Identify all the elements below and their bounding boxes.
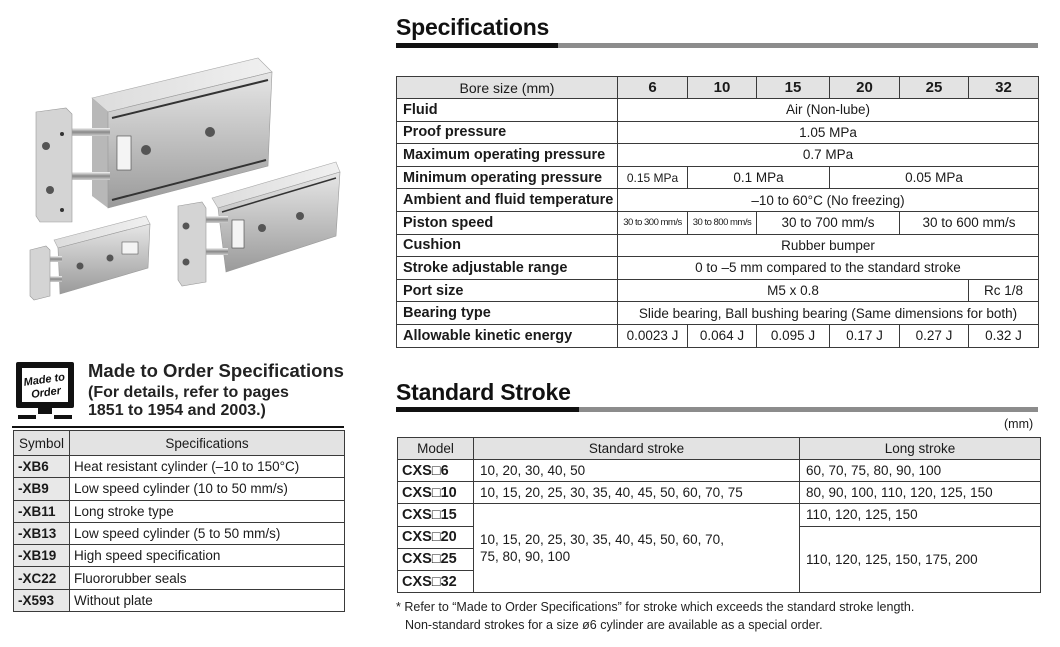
unit-label: (mm): [1004, 417, 1034, 431]
mto-spec: Low speed cylinder (5 to 50 mm/s): [70, 522, 345, 544]
spec-value: 0 to –5 mm compared to the standard stroke: [618, 257, 1039, 280]
spec-value: 0.0023 J: [618, 324, 688, 347]
spec-row-kinetic-energy: [397, 324, 1039, 347]
cylinder-illustration-icon: [0, 0, 380, 335]
standard-stroke-cell: 10, 20, 30, 40, 50: [474, 460, 800, 482]
spec-value: 1.05 MPa: [618, 121, 1039, 144]
mto-symbol: -XB6: [14, 456, 70, 478]
specifications-table: [396, 76, 1039, 348]
stroke-row: [398, 482, 1041, 504]
spec-value: 30 to 700 mm/s: [757, 211, 900, 234]
subtitle-line: (For details, refer to pages: [88, 384, 289, 401]
bore-25: 25: [900, 77, 969, 99]
product-photo: [0, 0, 380, 335]
specifications-title: Specifications: [396, 14, 550, 40]
mto-symbol: -XB9: [14, 478, 70, 500]
subtitle-line: 1851 to 1954 and 2003.): [88, 401, 266, 419]
model-cell: CXS□6: [398, 460, 474, 482]
standard-stroke-title: Standard Stroke: [396, 379, 571, 405]
spec-row-temperature: [397, 189, 1039, 212]
mto-row: [14, 545, 345, 567]
spec-row-port-size: [397, 279, 1039, 302]
spec-row-min-pressure: [397, 166, 1039, 189]
standard-stroke-rule: [396, 407, 1038, 412]
mto-symbol: -XB11: [14, 500, 70, 522]
spec-header-row: [397, 77, 1039, 99]
specifications-header: Specifications: [70, 431, 345, 456]
spec-value: 30 to 300 mm/s: [618, 211, 688, 234]
long-stroke-header: Long stroke: [800, 438, 1041, 460]
rule-accent: [396, 407, 579, 412]
stroke-row: [398, 504, 1041, 526]
spec-label: Stroke adjustable range: [397, 257, 618, 280]
mto-spec: Fluororubber seals: [70, 567, 345, 589]
bore-20: 20: [830, 77, 900, 99]
spec-label: Cushion: [397, 234, 618, 257]
long-stroke-cell: 110, 120, 125, 150, 175, 200: [800, 526, 1041, 593]
made-to-order-rule: [12, 426, 344, 428]
mto-symbol: -XB19: [14, 545, 70, 567]
made-to-order-icon: [14, 360, 76, 422]
standard-stroke-cell: 10, 15, 20, 25, 30, 35, 40, 45, 50, 60, 70, 75, 80, 90, 100: [474, 504, 800, 593]
mto-symbol: -XB13: [14, 522, 70, 544]
spec-value: 0.064 J: [688, 324, 757, 347]
mto-row: [14, 522, 345, 544]
bore-size-header: Bore size (mm): [397, 77, 618, 99]
spec-value: 0.27 J: [900, 324, 969, 347]
mto-row: [14, 456, 345, 478]
spec-label: Ambient and fluid temperature: [397, 189, 618, 212]
mto-spec: Heat resistant cylinder (–10 to 150°C): [70, 456, 345, 478]
model-header: Model: [398, 438, 474, 460]
mto-icon-line2: Order: [30, 384, 62, 401]
bore-10: 10: [688, 77, 757, 99]
stroke-note-2: Non-standard strokes for a size ø6 cylinder are available as a special order.: [405, 618, 823, 632]
spec-value: 30 to 800 mm/s: [688, 211, 757, 234]
spec-value: 0.7 MPa: [618, 144, 1039, 167]
spec-label: Maximum operating pressure: [397, 144, 618, 167]
spec-value: Air (Non-lube): [618, 99, 1039, 122]
mto-row: [14, 567, 345, 589]
stroke-row: [398, 460, 1041, 482]
spec-row-proof-pressure: [397, 121, 1039, 144]
made-to-order-title: Made to Order Specifications: [88, 360, 344, 381]
rule-accent: [396, 43, 558, 48]
spec-label: Proof pressure: [397, 121, 618, 144]
spec-value: Rubber bumper: [618, 234, 1039, 257]
mto-row: [14, 500, 345, 522]
standard-stroke-header: Standard stroke: [474, 438, 800, 460]
made-to-order-table: [13, 430, 345, 612]
spec-label: Minimum operating pressure: [397, 166, 618, 189]
mto-spec: Long stroke type: [70, 500, 345, 522]
spec-value: 0.15 MPa: [618, 166, 688, 189]
spec-value: 0.05 MPa: [830, 166, 1039, 189]
spec-row-stroke-range: [397, 257, 1039, 280]
spec-row-piston-speed: [397, 211, 1039, 234]
spec-value: 0.1 MPa: [688, 166, 830, 189]
model-cell: CXS□32: [398, 570, 474, 592]
model-cell: CXS□25: [398, 548, 474, 570]
spec-label: Allowable kinetic energy: [397, 324, 618, 347]
mto-spec: Without plate: [70, 589, 345, 611]
spec-value: 0.17 J: [830, 324, 900, 347]
bore-32: 32: [969, 77, 1039, 99]
spec-value: Slide bearing, Ball bushing bearing (Same dimensions for both): [618, 302, 1039, 325]
mto-row: [14, 478, 345, 500]
spec-value: –10 to 60°C (No freezing): [618, 189, 1039, 212]
long-stroke-cell: 110, 120, 125, 150: [800, 504, 1041, 526]
long-stroke-cell: 60, 70, 75, 80, 90, 100: [800, 460, 1041, 482]
spec-value: 0.32 J: [969, 324, 1039, 347]
spec-value: 0.095 J: [757, 324, 830, 347]
mto-spec: High speed specification: [70, 545, 345, 567]
stroke-note-1: * Refer to “Made to Order Specifications” for stroke which exceeds the standard stroke length.: [396, 600, 915, 614]
spec-row-fluid: [397, 99, 1039, 122]
mto-symbol: -X593: [14, 589, 70, 611]
spec-value: Rc 1/8: [969, 279, 1039, 302]
symbol-header: Symbol: [14, 431, 70, 456]
spec-label: Bearing type: [397, 302, 618, 325]
model-cell: CXS□10: [398, 482, 474, 504]
mto-spec: Low speed cylinder (10 to 50 mm/s): [70, 478, 345, 500]
standard-stroke-table: [397, 437, 1041, 593]
mto-icon-line1: Made to: [22, 371, 66, 389]
spec-row-max-pressure: [397, 144, 1039, 167]
stroke-header-row: [398, 438, 1041, 460]
spec-row-cushion: [397, 234, 1039, 257]
spec-label: Piston speed: [397, 211, 618, 234]
mto-symbol: -XC22: [14, 567, 70, 589]
made-to-order-subtitle: [88, 384, 289, 419]
spec-value: M5 x 0.8: [618, 279, 969, 302]
long-stroke-cell: 80, 90, 100, 110, 120, 125, 150: [800, 482, 1041, 504]
model-cell: CXS□20: [398, 526, 474, 548]
spec-row-bearing-type: [397, 302, 1039, 325]
bore-15: 15: [757, 77, 830, 99]
spec-label: Fluid: [397, 99, 618, 122]
mto-header-row: [14, 431, 345, 456]
bore-6: 6: [618, 77, 688, 99]
model-cell: CXS□15: [398, 504, 474, 526]
spec-label: Port size: [397, 279, 618, 302]
mto-row: [14, 589, 345, 611]
spec-value: 30 to 600 mm/s: [900, 211, 1039, 234]
specifications-rule: [396, 43, 1038, 48]
standard-stroke-cell: 10, 15, 20, 25, 30, 35, 40, 45, 50, 60, 70, 75: [474, 482, 800, 504]
